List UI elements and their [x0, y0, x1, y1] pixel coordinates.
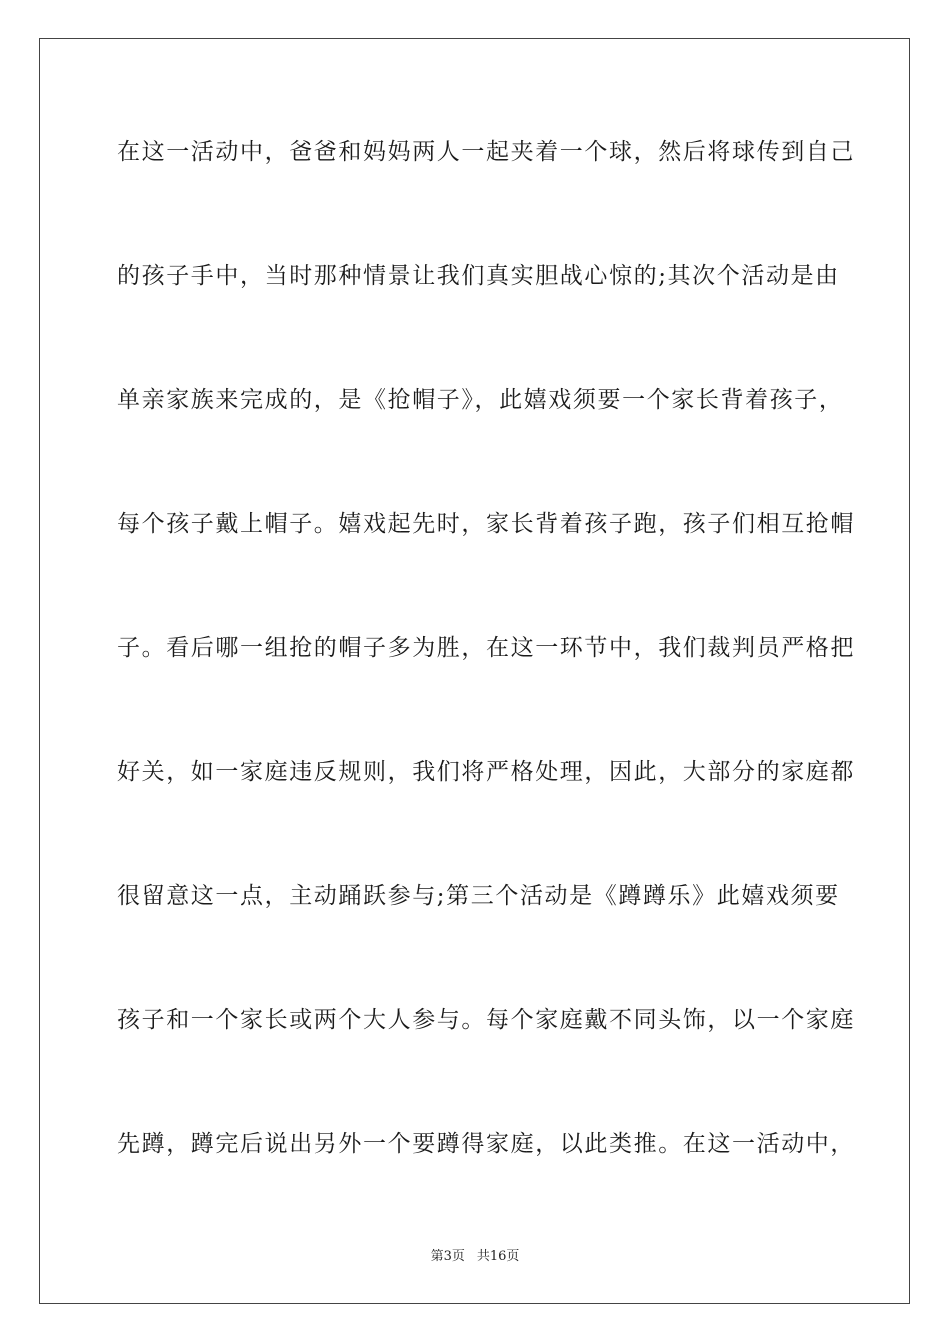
body-text-line-3: 单亲家族来完成的，是《抢帽子》，此嬉戏须要一个家长背着孩子， — [117, 387, 844, 413]
body-text-line-9: 先蹲，蹲完后说出另外一个要蹲得家庭，以此类推。在这一活动中， — [117, 1131, 855, 1157]
body-text-line-7: 很留意这一点，主动踊跃参与;第三个活动是《蹲蹲乐》此嬉戏须要 — [117, 883, 840, 909]
page-number: 第3页 — [430, 1249, 465, 1264]
page-footer — [0, 1245, 950, 1264]
body-text-line-5: 子。看后哪一组抢的帽子多为胜，在这一环节中，我们裁判员严格把 — [117, 635, 855, 661]
body-text-line-8: 孩子和一个家长或两个大人参与。每个家庭戴不同头饰，以一个家庭 — [117, 1007, 855, 1033]
body-text-line-4: 每个孩子戴上帽子。嬉戏起先时，家长背着孩子跑，孩子们相互抢帽 — [117, 511, 855, 537]
page-border — [39, 38, 910, 1304]
body-text-line-1: 在这一活动中，爸爸和妈妈两人一起夹着一个球，然后将球传到自己 — [117, 139, 855, 165]
body-text-line-2: 的孩子手中，当时那种情景让我们真实胆战心惊的;其次个活动是由 — [117, 263, 840, 289]
body-text-line-6: 好关，如一家庭违反规则，我们将严格处理，因此，大部分的家庭都 — [117, 759, 855, 785]
page-total: 共16页 — [476, 1249, 520, 1264]
